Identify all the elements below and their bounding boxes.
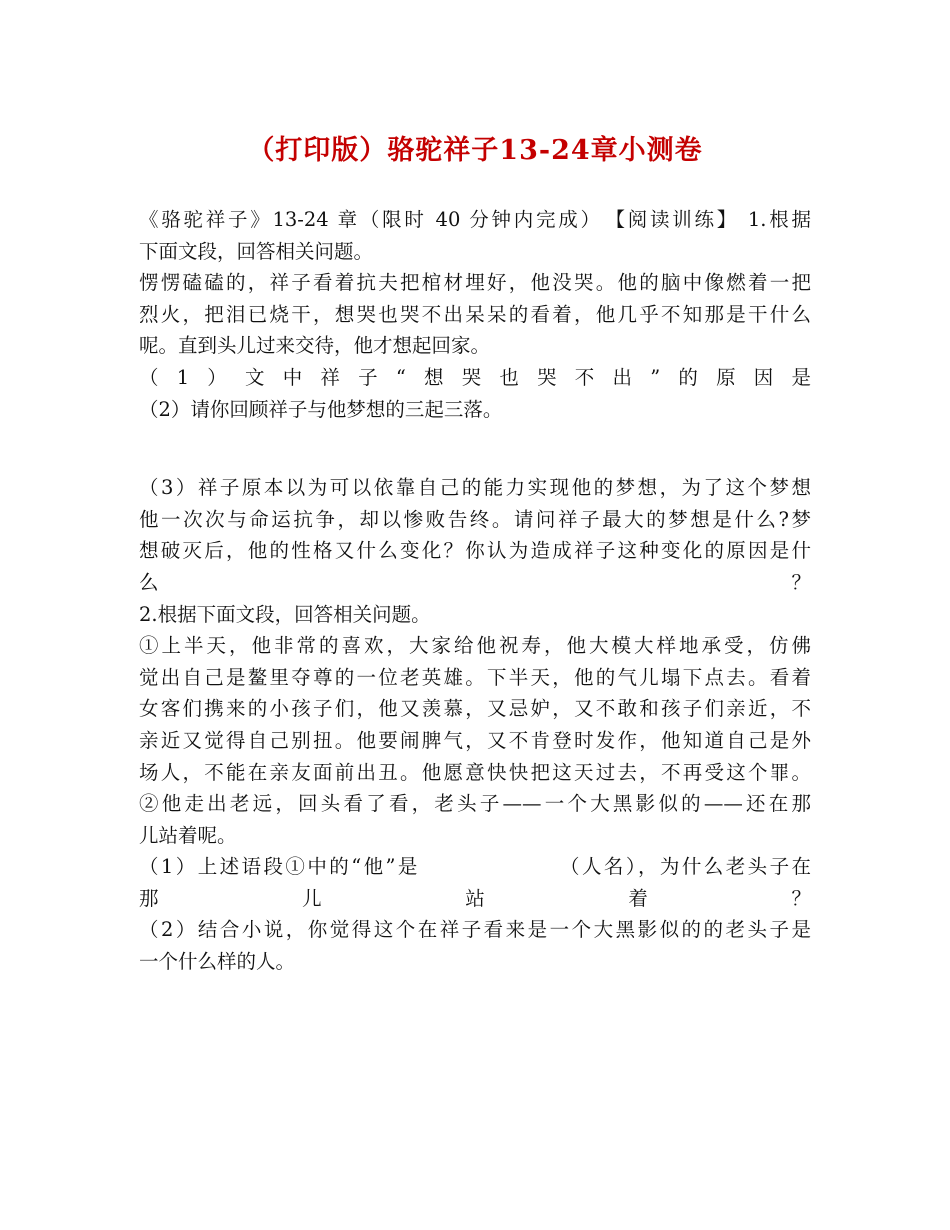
- passage2-para1-line: 亲近又觉得自己别扭。他要闹脾气，又不肯登时发作，他知道自己是外: [139, 728, 811, 752]
- passage1-line: 烈火，把泪已烧干，想哭也哭不出呆呆的看着，他几乎不知那是干什么: [139, 302, 811, 326]
- question-2-1-line: 那 儿 站 着 ？: [139, 886, 811, 910]
- passage2-para2-line: ②他走出老远，回头看了看，老头子——一个大黑影似的——还在那: [139, 792, 811, 816]
- passage2-para1-line: 场人，不能在亲友面前出丑。他愿意快快把这天过去，不再受这个罪。: [139, 760, 811, 784]
- question-2-1-line: （1）上述语段①中的“他”是 （人名），为什么老头子在: [139, 855, 811, 879]
- passage1-line: 呢。直到头儿过来交待，他才想起回家。: [139, 334, 491, 358]
- question-1-1: （1）文中祥子“想哭也哭不出”的原因是: [139, 365, 811, 389]
- passage2-para1-line: 觉出自己是鳌里夺尊的一位老英雄。下半天，他的气儿塌下点去。看着: [139, 665, 811, 689]
- question-2-2-line: （2）结合小说，你觉得这个在祥子看来是一个大黑影似的的老头子是: [139, 918, 811, 942]
- question-2-2-line: 一个什么样的人。: [139, 950, 296, 974]
- answer-space: [139, 425, 811, 472]
- passage2-para1-line: ①上半天，他非常的喜欢，大家给他祝寿，他大模大样地承受，仿佛: [139, 634, 811, 658]
- passage1-line: 愣愣磕磕的，祥子看着抗夫把棺材埋好，他没哭。他的脑中像燃着一把: [139, 271, 811, 295]
- question-1-3-line: 想破灭后，他的性格又什么变化？你认为造成祥子这种变化的原因是什: [139, 539, 811, 563]
- question-1-3-line: 么 ？: [139, 570, 811, 594]
- passage2-para2-line: 儿站着呢。: [139, 823, 237, 847]
- intro-line: 下面文段，回答相关问题。: [139, 239, 374, 263]
- document-body: [139, 204, 811, 978]
- question-1-3-line: （3）祥子原本以为可以依靠自己的能力实现他的梦想，为了这个梦想: [139, 476, 811, 500]
- page-title: （打印版）骆驼祥子13-24章小测卷: [247, 135, 703, 166]
- question-2-intro: 2.根据下面文段，回答相关问题。: [139, 602, 431, 626]
- question-1-3-line: 他一次次与命运抗争，却以惨败告终。请问祥子最大的梦想是什么?梦: [139, 507, 811, 531]
- intro-line: 《骆驼祥子》13-24 章（限时 40 分钟内完成） 【阅读训练】 1.根据: [139, 208, 811, 231]
- question-1-2: （2）请你回顾祥子与他梦想的三起三落。: [139, 397, 503, 421]
- passage2-para1-line: 女客们携来的小孩子们，他又羡慕，又忌妒，又不敢和孩子们亲近，不: [139, 697, 811, 721]
